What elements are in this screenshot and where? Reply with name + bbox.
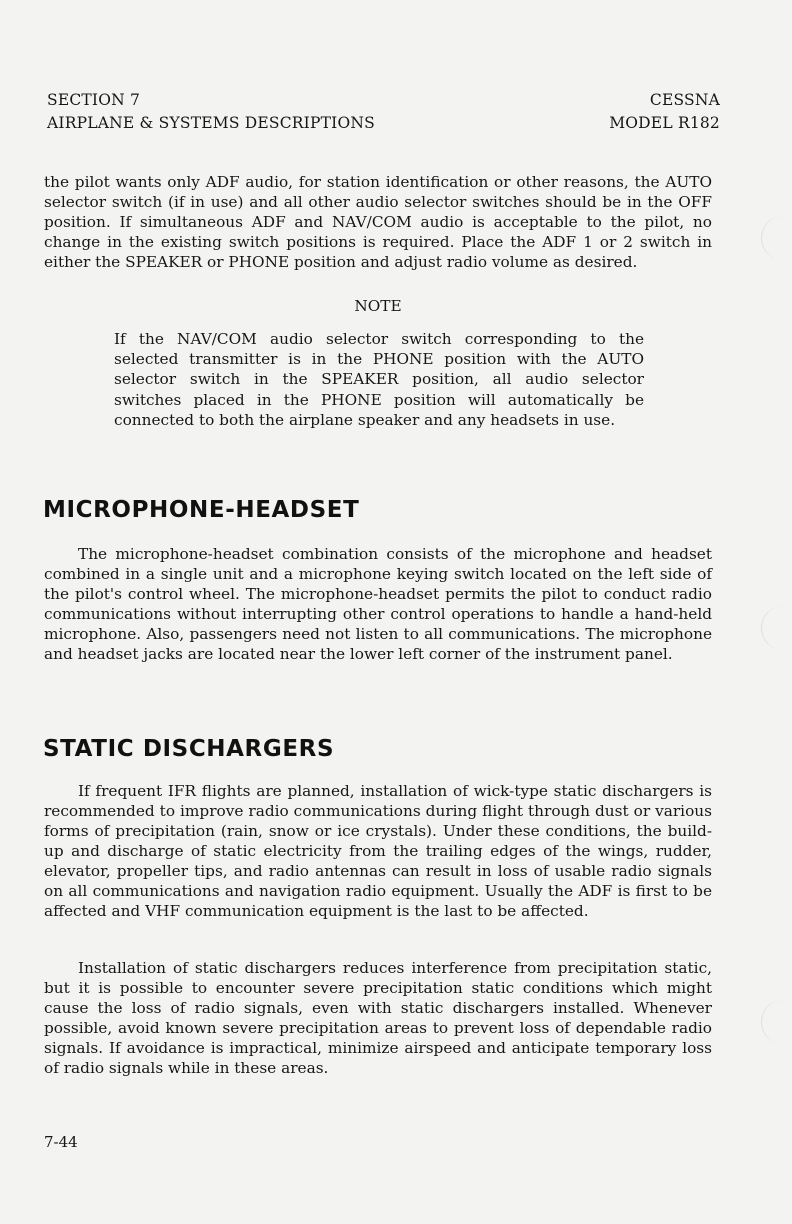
static-dischargers-paragraph-1: If frequent IFR flights are planned, installation of wick-type static dischargers is recommended to improve radio communications during flight through dust or various forms of precipitation (rain, snow or ice crystals). Under these conditions, the build-up and discharge of static electricity from the trailing edges of the wings, rudder, elevator, propeller tips, and radio antennas can result in loss of usable radio signals on all communications and navigation radio equipment. Usually the ADF is first to be affected and VHF communication equipment is the last to be affected. [44, 782, 712, 920]
page-number: 7-44 [44, 1133, 78, 1151]
static-dischargers-paragraph-2: Installation of static dischargers reduces interference from precipitation static, but it is possible to encounter severe precipitation static conditions which might cause the loss of radio signals, even with static dischargers installed. Whenever possible, avoid known severe precipitation areas to prevent loss of dependable radio signals. If avoidance is impractical, minimize airspeed and anticipate temporary loss of radio signals while in these areas. [44, 959, 712, 1077]
header-right [609, 89, 720, 135]
binder-hole-mark [761, 606, 792, 650]
note-label: NOTE [354, 297, 402, 315]
section-number: SECTION 7 [47, 91, 141, 109]
intro-paragraph: the pilot wants only ADF audio, for station identification or other reasons, the AUTO selector switch (if in use) and all other audio selector switches should be in the OFF position. If simultaneous ADF and NAV/COM audio is acceptable to the pilot, no change in the existing switch positions is required. Place the ADF 1 or 2 switch in either the SPEAKER or PHONE position and adjust radio volume as desired. [44, 173, 712, 271]
model-name: MODEL R182 [609, 114, 720, 132]
microphone-headset-heading: MICROPHONE-HEADSET [43, 497, 360, 523]
section-title: AIRPLANE & SYSTEMS DESCRIPTIONS [47, 114, 375, 132]
binder-hole-mark [761, 216, 792, 260]
note-text: If the NAV/COM audio selector switch corresponding to the selected transmitter is in the PHONE position with the AUTO selector switch in the SPEAKER position, all audio selector switches placed in the PHONE position will automatically be connected to both the airplane speaker and any headsets in use. [114, 330, 644, 429]
header-left [47, 89, 375, 135]
static-dischargers-heading: STATIC DISCHARGERS [43, 736, 335, 762]
binder-hole-mark [761, 1000, 792, 1044]
microphone-headset-paragraph: The microphone-headset combination consists of the microphone and headset combined in a single unit and a microphone keying switch located on the left side of the pilot's control wheel. The microphone-headset permits the pilot to conduct radio communications without interrupting other control operations to handle a hand-held microphone. Also, passengers need not listen to all communications. The microphone and headset jacks are located near the lower left corner of the instrument panel. [44, 545, 712, 663]
manufacturer: CESSNA [649, 91, 720, 109]
